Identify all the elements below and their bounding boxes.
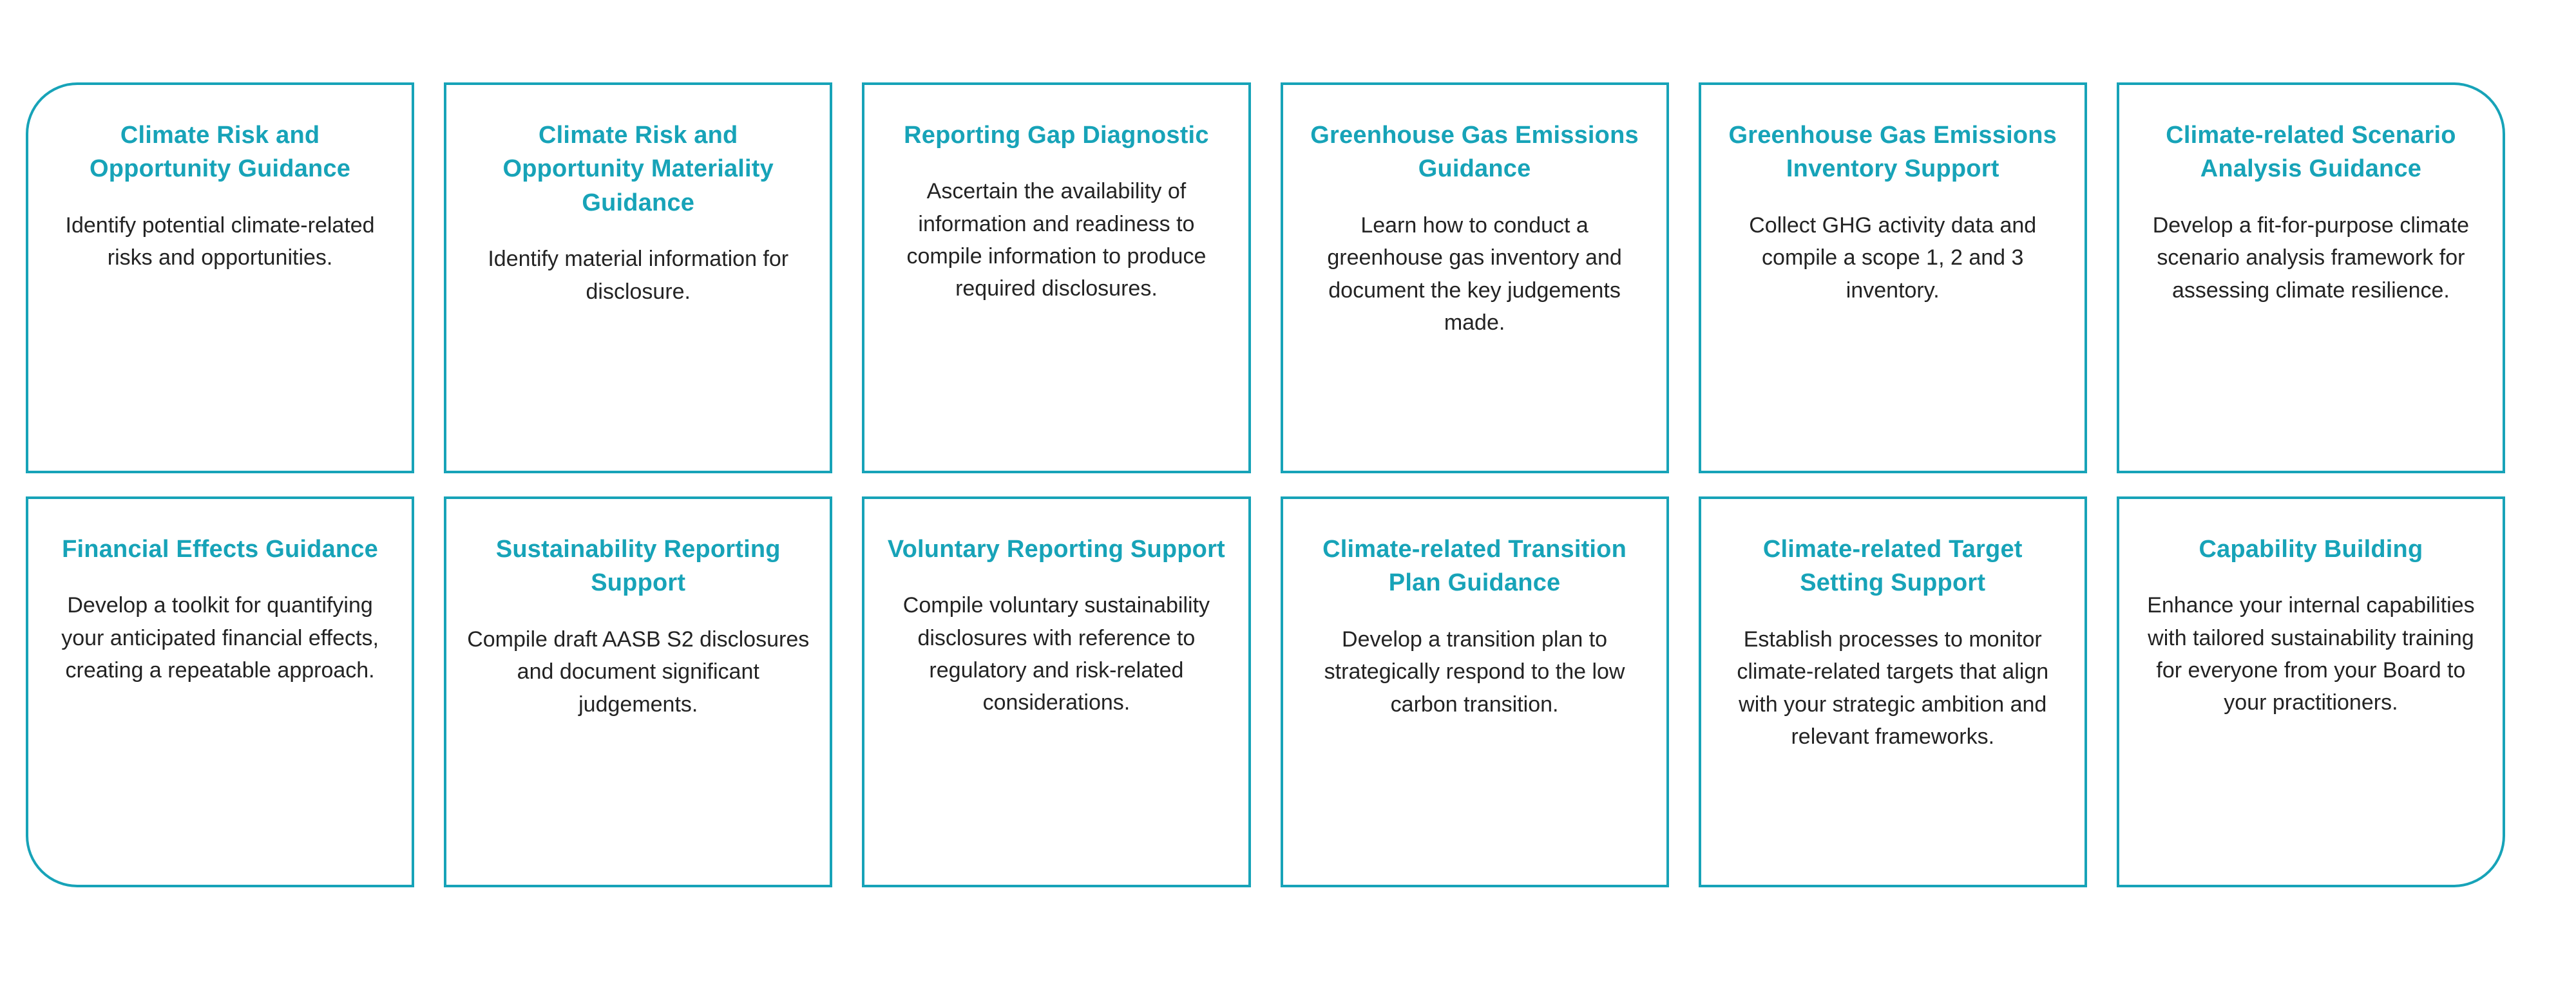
card-title: Climate-related Scenario Analysis Guidance — [2166, 122, 2456, 183]
card-description: Collect GHG activity data and compile a scope 1, 2 and 3 inventory. — [1749, 212, 2037, 303]
card-title: Climate Risk and Opportunity Guidance — [90, 122, 351, 183]
service-card[interactable] — [1281, 82, 1669, 473]
service-card[interactable] — [1281, 496, 1669, 887]
card-title: Greenhouse Gas Emissions Guidance — [1310, 122, 1639, 183]
card-title: Climate-related Transition Plan Guidance — [1322, 536, 1627, 597]
service-card[interactable] — [1699, 496, 2087, 887]
card-title: Capability Building — [2199, 536, 2423, 563]
card-title: Climate-related Target Setting Support — [1762, 536, 2023, 597]
card-description: Learn how to conduct a greenhouse gas inventory and document the key judgements made. — [1327, 212, 1622, 335]
card-description: Compile voluntary sustainability disclosures with reference to regulatory and risk-related considerations. — [902, 593, 1210, 715]
card-title: Reporting Gap Diagnostic — [904, 122, 1209, 149]
service-card[interactable] — [444, 496, 832, 887]
card-title: Voluntary Reporting Support — [887, 536, 1225, 563]
service-card[interactable] — [2117, 82, 2505, 473]
service-card[interactable] — [862, 496, 1250, 887]
card-description: Ascertain the availability of information and readiness to compile information to produce required disclosures. — [906, 179, 1207, 301]
card-description: Enhance your internal capabilities with tailored sustainability training for everyone from your Board to your practitioners. — [2147, 593, 2475, 715]
service-card[interactable] — [26, 496, 414, 887]
card-title: Greenhouse Gas Emissions Inventory Support — [1728, 122, 2057, 183]
card-title: Sustainability Reporting Support — [495, 536, 781, 597]
card-description: Develop a toolkit for quantifying your anticipated financial effects, creating a repeatable approach. — [61, 593, 379, 683]
card-grid — [26, 82, 2505, 887]
card-description: Compile draft AASB S2 disclosures and document significant judgements. — [467, 627, 810, 717]
card-description: Develop a transition plan to strategically respond to the low carbon transition. — [1324, 627, 1625, 717]
card-description: Identify potential climate-related risks and opportunities. — [65, 212, 375, 270]
card-description: Identify material information for disclosure. — [488, 247, 789, 304]
card-title: Financial Effects Guidance — [62, 536, 379, 563]
service-card[interactable] — [862, 82, 1250, 473]
card-description: Develop a fit-for-purpose climate scenario analysis framework for assessing climate resilience. — [2152, 212, 2470, 303]
card-title: Climate Risk and Opportunity Materiality Guidance — [502, 122, 774, 216]
service-card[interactable] — [444, 82, 832, 473]
service-card[interactable] — [26, 82, 414, 473]
service-card[interactable] — [2117, 496, 2505, 887]
card-description: Establish processes to monitor climate-related targets that align with your strategic ambition and relevant frameworks. — [1737, 627, 2049, 749]
service-card[interactable] — [1699, 82, 2087, 473]
